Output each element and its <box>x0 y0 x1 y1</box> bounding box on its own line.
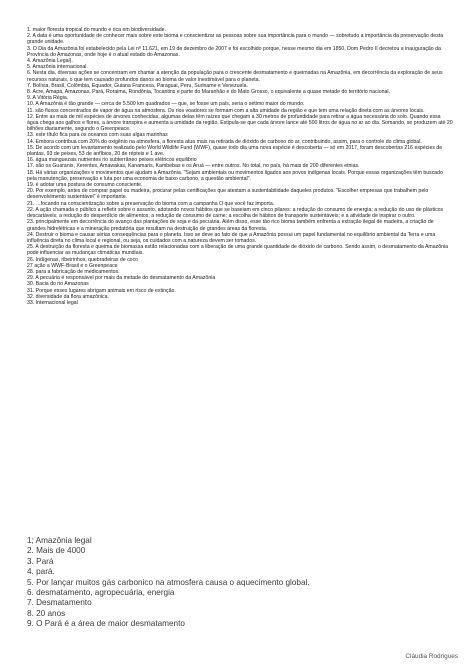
list-item <box>27 33 453 45</box>
item-number: 32. <box>27 293 35 300</box>
list-item <box>27 46 453 58</box>
item-number: 2. <box>27 33 32 40</box>
list-item <box>27 219 453 231</box>
item-text: A destruição da floresta e queima de biomassa estão relacionadas com a liberação de uma grande quantidade de dióxido de carbono. Sendo assim, o desmatamento da Amazônia pode influenciar as mudanças climáticas mundiais. <box>27 244 449 257</box>
list-item <box>27 244 453 256</box>
item-number: 3. <box>27 45 32 52</box>
item-number: 7. <box>27 82 32 89</box>
item-text: Nesta dia, diversas ações se concentram em chamar a atenção da população para o crescente desmatamento e queimadas na Amazônia, em decorrência da exploração de seus recursos naturais, o que tem causado profundos danos ao bioma de valor inestimável para o planeta. <box>27 70 443 83</box>
item-text: é adotar uma postura de consumo consciente. <box>35 182 143 189</box>
author-footer: Cláudia Rodrigues <box>405 653 458 660</box>
list-item <box>27 232 453 244</box>
list-item <box>27 300 453 306</box>
item-number: 13. <box>27 132 35 139</box>
item-text: O Dia da Amazônia foi estabelecido pela Lei nº 11.621, em 19 de dezembro de 2007 e foi escolhido porque, nesse mesmo dia em 1850, Dom Pedro II decretou a inauguração da Província do Amazonas, onde hoje é o atual estado do Amazonas. <box>27 45 441 58</box>
numbered-list <box>27 27 453 306</box>
item-number: 27 <box>27 262 33 269</box>
item-number: 15. <box>27 144 35 151</box>
item-number: 10. <box>27 101 35 108</box>
item-number: 5. <box>27 64 32 71</box>
item-text: A Amazônia é tão grande — cerca de 5.500 km quadrados — que, se fosse um país, seria o sétimo maior do mundo. <box>35 101 305 108</box>
item-number: 16. <box>27 157 35 164</box>
item-number: 31. <box>27 287 35 294</box>
item-number: 17. <box>27 163 35 170</box>
answer-line: 1; Amazônia legal <box>27 536 92 545</box>
answer-line: 9. O Pará é a área de maior desmatamento <box>27 619 185 629</box>
item-text: Entre as mais de mil espécies de árvores conhecidas, algumas delas têm raízes que chegam a 30 metros de profundidade para retirar a água necessária do solo. Quando essa água chega aos galhos e flores, a árvore transpira e aumenta a umidade da região. Estipula-se que cada árvore lance até 500 litros de água no ar ao dia. Somando, se produzem até 20 bilhões diariamente, segundo o Greenpeace. <box>27 113 453 133</box>
item-text: De acordo com um levantamento realizado pelo World Wildlife Fund (WWF), quase todo dia uma nova espécie é descoberta — só em 2017, foram descobertas 216 espécies de plantas, 93 de peixes, 53 de anfíbios, 20 de répteis e 1 ave. <box>27 144 443 158</box>
item-number: 24. <box>27 231 35 238</box>
list-item <box>27 145 453 157</box>
item-text: A Vitória Régia. <box>32 95 69 102</box>
list-item <box>27 170 453 182</box>
item-text: são fluxos concentrados de vapor de água na atmosfera. Os rios voadores se formam com a alta umidade da região e que tem uma relação direta com as árvores locais. <box>35 107 425 114</box>
answer-line: 6. desmatamento, agropecuária, energia <box>27 588 175 598</box>
answer-line: 8. 20 anos <box>27 608 66 618</box>
item-text: A ação chamada o público a refletir sobre o assunto, adotando novos hábitos que se baseiam em cinco pilares: a redução do consumo de energia; a redução do uso de plásticos descartáveis; a redução do desperdício de alimentos; a redução de consumo de carne; a escolha de hábitos de transporte sustentáveis; e a atividade de inspirar o outro. <box>27 206 444 220</box>
item-text: são os Guaranis, Xerentes, Amawakas, Kanamaris, Kambebas e os Aruá — entre outros. No total, no país, há mais de 200 diferentes etnias. <box>35 163 360 170</box>
item-text: este título fica para os oceanos com suas algas marinhas <box>35 132 168 139</box>
list-item <box>27 188 453 200</box>
item-text: diversidade da flora amazônica. <box>35 293 109 300</box>
item-number: 6. <box>27 70 32 77</box>
item-text: Por exemplo, antes de comprar papel ou madeira, procurar pelas certificações que atestam a sustentabilidade daqueles produtos. "Escolher empresas que trabalhem pelo desenvolvimento sustentável" é importante. <box>27 188 429 201</box>
item-number: 9. <box>27 95 32 102</box>
item-number: 1. <box>27 27 32 33</box>
list-item <box>27 114 453 133</box>
item-text: Há várias organizações e movimentos que ajudam a Amazônia. "Sejam ambientais ou movimentos ligados aos povos indígenas locais. Porque essas organizações têm buscado pela manutenção, preservação e luta por uma economia de baixo carbono, a questão ambiental". <box>27 169 443 182</box>
item-text: Bacia do rio Amazonas <box>35 281 89 288</box>
item-text: Embora contribua com 20% do oxigênio na atmosfera, a floresta atua mais na retirada de dióxido de carbono do ar, contribuindo, assim, para o controle do clima global. <box>35 138 422 145</box>
answer-line: 2. Mais de 4000 <box>27 546 86 556</box>
item-number: 21. <box>27 200 35 207</box>
item-number: 8. <box>27 89 32 96</box>
item-number: 11. <box>27 107 34 114</box>
item-text: Internacional legal <box>35 299 78 306</box>
answer-line: 4. pará. <box>27 567 55 577</box>
answer-line: 5. Por lançar muitos gás carbonico na atmosfera causa o aquecimento global. <box>27 577 310 587</box>
item-text: …focando na conscientização sobre a preservação do bioma com a campanha O que você faz importa. <box>35 200 275 207</box>
item-number: 28. <box>27 268 35 275</box>
item-number: 19. <box>27 182 35 189</box>
item-number: 20. <box>27 188 35 195</box>
list-item <box>27 70 453 82</box>
item-text: maior floresta tropical do mundo e rica em biodiversidade. <box>32 27 166 33</box>
item-number: 12. <box>27 113 35 120</box>
item-number: 23. <box>27 219 35 226</box>
item-number: 33. <box>27 299 35 306</box>
item-text: para a fabricação de medicamentos. <box>35 268 120 275</box>
item-text: Bolívia, Brasil, Colômbia, Equador, Guiana Francesa, Paraguai, Peru, Suriname e Venezuela. <box>32 82 248 89</box>
answer-line: 7. Desmatamento <box>27 598 92 608</box>
answer-line: 3. Pará <box>27 556 54 566</box>
item-number: 18. <box>27 169 35 176</box>
item-number: 30. <box>27 281 35 288</box>
item-text: principalmente em decorrência do avanço das plantações de soja e da pecuária. Além disso, esse tão rico bioma também enfrenta a extração ilegal de madeira, a criação de grandes hidrelétricas e a mineração predatória que resultam na destruição de grandes áreas da floresta. <box>27 219 434 232</box>
item-text: Destruir o bioma e causar sérias consequências para o planeta. Isso se deve ao fato de que a Amazônia possui um papel fundamental no equilíbrio ambiental da Terra e uma influência direta no clima local e regional, ou seja, os cuidados com a natureza devem ser tomados. <box>27 231 436 244</box>
item-text: Acre, Amapá, Amazonas, Pará, Roraima, Rondônia, Tocantins e parte do Maranhão e do Mato Grosso, o equivalente a quase metade do território nacional. <box>32 89 390 96</box>
item-number: 29. <box>27 275 35 282</box>
list-item <box>27 207 453 219</box>
item-number: 26. <box>27 256 35 263</box>
item-text: A data é uma oportunidade de conhecer mais sobre este bioma e conscientizar as pessoas sobre sua importância para o mundo — sobretudo a importância da preservação desta grande unidade. <box>27 33 444 46</box>
item-number: 25. <box>27 244 35 251</box>
item-text: Amazônia Legal). <box>32 58 73 65</box>
item-number: 22. <box>27 206 35 213</box>
item-number: 14. <box>27 138 35 145</box>
item-text: água manguezais nutrientes rio subterrâneo peixes elétricos equilibrio <box>35 157 197 164</box>
answer-list <box>27 536 447 630</box>
item-text: A pecuária é responsável por mais da metade do desmatamento da Amazônia <box>35 275 216 282</box>
item-text: Amazônia internacional. <box>32 64 88 71</box>
item-text: Indígenas, ribeirinhos, quebradeiras de coco <box>35 256 139 263</box>
item-number: 4. <box>27 58 32 65</box>
item-text: ação a WWF-Brasil e o Greenpeace <box>34 262 118 269</box>
list-item <box>27 89 453 95</box>
item-text: Porque esses lugares abrigam animais em risco de extinção. <box>35 287 176 294</box>
